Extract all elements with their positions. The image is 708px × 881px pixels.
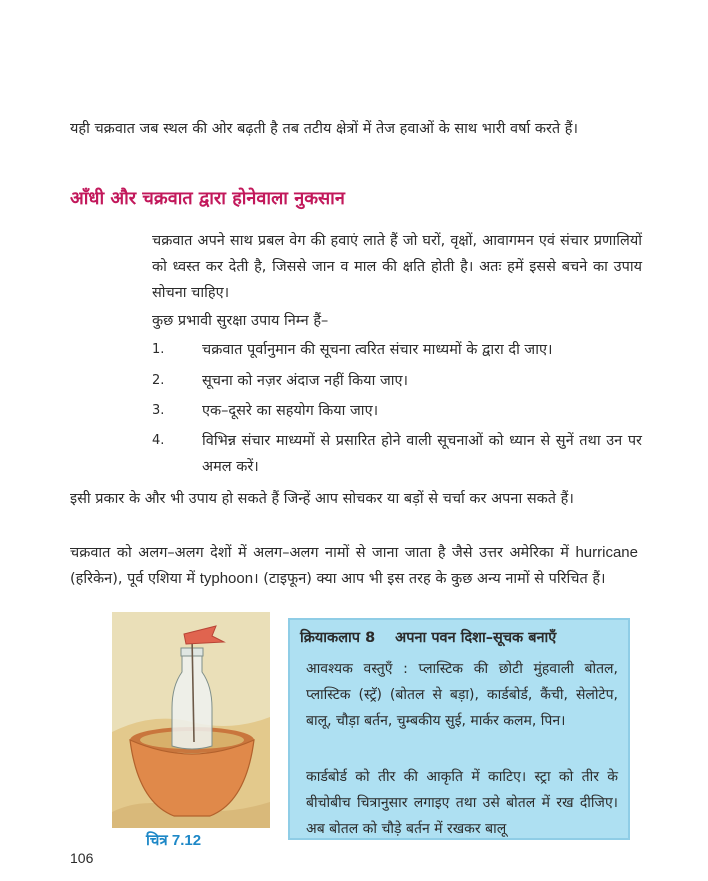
activity-materials: आवश्यक वस्तुएँ : प्लास्टिक की छोटी मुंहवाली बोतल, प्लास्टिक (स्ट्रॅ) (बोतल से बड़ा), कार्डबोर्ड, कैंची, सेलोटेप, बालू, चौड़ा बर्तन, चुम्बकीय सुई, मार्कर कलम, पिन।	[306, 661, 618, 729]
activity-instructions: कार्डबोर्ड को तीर की आकृति में काटिए। स्ट्रा को तीर के बीचोबीच चित्रानुसार लगाइए तथा उसे बोतल में रख दीजिए। अब बोतल को चौड़े बर्तन में रखकर बालू	[306, 769, 618, 837]
activity-heading: अपना पवन दिशा–सूचक बनाएँ	[395, 630, 557, 646]
list-item: एक–दूसरे का सहयोग किया जाए।	[202, 403, 379, 419]
names-text-3: । (टाइफून) क्या आप भी इस तरह के कुछ अन्य नामों से परिचित हैं।	[253, 571, 606, 587]
activity-label: क्रियाकलाप 8	[300, 630, 376, 646]
names-text-1: चक्रवात को अलग–अलग देशों में अलग–अलग नामों से जाना जाता है जैसे उत्तर अमेरिका में	[70, 545, 576, 561]
list-item-number: 2.	[152, 373, 165, 388]
figure-caption: चित्र 7.12	[146, 832, 202, 849]
list-item: चक्रवात पूर्वानुमान की सूचना त्वरित संचार माध्यमों के द्वारा दी जाए।	[202, 342, 553, 358]
page-number: 106	[70, 850, 94, 866]
intro-paragraph: यही चक्रवात जब स्थल की ओर बढ़ती है तब तटीय क्षेत्रों में तेज हवाओं के साथ भारी वर्षा करते हैं।	[70, 121, 578, 137]
activity-box	[288, 618, 630, 840]
other-measures-paragraph: इसी प्रकार के और भी उपाय हो सकते हैं जिन्हें आप सोचकर या बड़ों से चर्चा कर अपना सकते हैं।	[70, 491, 574, 507]
list-item-number: 1.	[152, 342, 165, 357]
hurricane-term: hurricane	[575, 544, 638, 561]
measures-intro: कुछ प्रभावी सुरक्षा उपाय निम्न हैं–	[152, 313, 329, 329]
list-item-number: 4.	[152, 433, 165, 448]
damage-paragraph: चक्रवात अपने साथ प्रबल वेग की हवाएं लाते हैं जो घरों, वृक्षों, आवागमन एवं संचार प्रणालियों को ध्वस्त कर देती है, जिससे जान व माल की क्षति होती है। अतः हमें इससे बचने का उपाय सोचना चाहिए।	[152, 233, 642, 301]
names-text-2: (हरिकेन), पूर्व एशिया में	[70, 571, 200, 587]
wind-vane-illustration	[112, 612, 270, 828]
list-item: विभिन्न संचार माध्यमों से प्रसारित होने वाली सूचनाओं को ध्यान से सुनें तथा उन पर अमल करें।	[202, 433, 642, 475]
typhoon-term: typhoon	[199, 570, 254, 587]
section-heading: आँधी और चक्रवात द्वारा होनेवाला नुकसान	[70, 188, 345, 209]
activity-title	[300, 626, 556, 650]
cyclone-names-paragraph	[70, 540, 638, 592]
list-item-number: 3.	[152, 403, 165, 418]
list-item: सूचना को नज़र अंदाज नहीं किया जाए।	[202, 373, 408, 389]
